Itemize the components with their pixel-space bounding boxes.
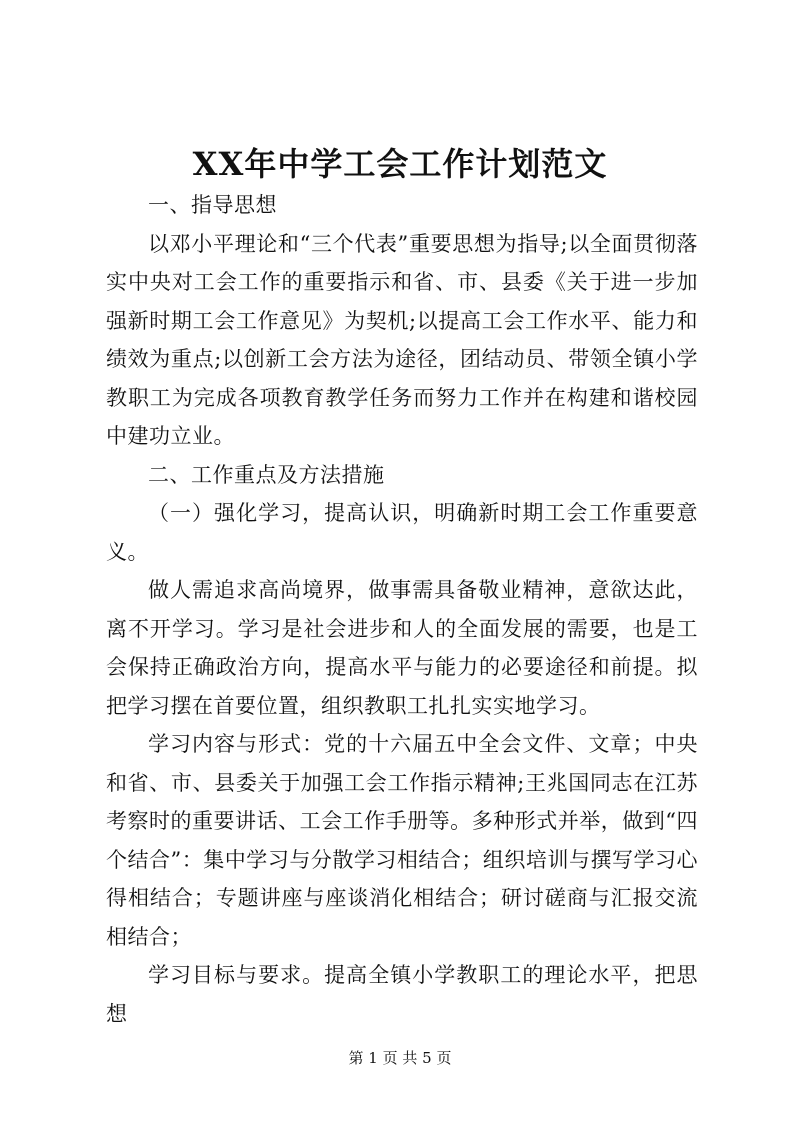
- document-title: XX年中学工会工作计划范文: [192, 145, 608, 183]
- section-heading-guiding-ideology: 一、指导思想: [148, 193, 277, 217]
- page-footer: 第 1 页 共 5 页: [348, 1049, 452, 1067]
- paragraph-learning-goals: 学习目标与要求。提高全镇小学教职工的理论水平，把思想: [106, 963, 698, 1026]
- subsection-heading-strengthen-learning: （一）强化学习，提高认识，明确新时期工会工作重要意义。: [106, 501, 698, 564]
- section-heading-work-focus: 二、工作重点及方法措施: [148, 462, 385, 487]
- paragraph-learning-content: 学习内容与形式：党的十六届五中全会文件、文章；中央和省、市、县委关于加强工会工作指示精神;王兆国同志在江苏考察时的重要讲话、工会工作手册等。多种形式并举，做到“四个结合”：集中学习与分散学习相结合；组织培训与撰写学习心得相结合；专题讲座与座谈消化相结合；研讨磋商与汇报交流相结合；: [106, 732, 698, 949]
- paragraph-learning-importance: 做人需追求高尚境界，做事需具备敬业精神，意欲达此，离不开学习。学习是社会进步和人的全面发展的需要，也是工会保持正确政治方向，提高水平与能力的必要途径和前提。拟把学习摆在首要位置，组织教职工扎扎实实地学习。: [106, 578, 698, 718]
- document-body: [106, 186, 698, 1033]
- paragraph-guiding-ideology: 以邓小平理论和“三个代表”重要思想为指导;以全面贯彻落实中央对工会工作的重要指示和省、市、县委《关于进一步加强新时期工会工作意见》为契机;以提高工会工作水平、能力和绩效为重点;以创新工会方法为途径，团结动员、带领全镇小学教职工为完成各项教育教学任务而努力工作并在构建和谐校园中建功立业。: [106, 231, 698, 448]
